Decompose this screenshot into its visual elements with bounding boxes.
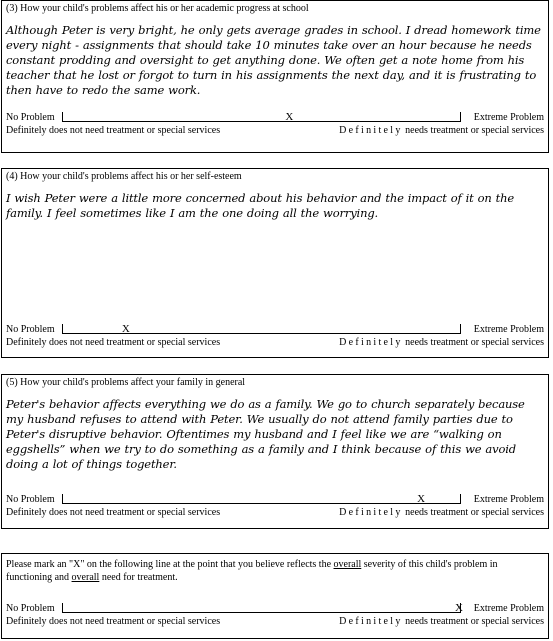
no-treatment-label: Definitely does not need treatment or special services bbox=[6, 337, 221, 348]
rating-mark: X bbox=[121, 323, 130, 335]
scale-end-tick bbox=[460, 112, 461, 122]
scale-end-tick bbox=[460, 324, 461, 334]
rating-line[interactable] bbox=[62, 503, 461, 504]
instructions-text-1: Please mark an "X" on the following line at the point that you believe reflects the bbox=[6, 559, 334, 570]
question-3-answer: Although Peter is very bright, he only gets average grades in school. I dread homework time every night - assignments that should take 10 minutes take over an hour because he needs constant prodding and oversight to get anything done. We often get a note home from his teacher that he lost or forgot to turn in his assignments the next day, and it is frustrating to then have to redo the same work. bbox=[6, 23, 541, 97]
question-3-section bbox=[1, 0, 549, 153]
instructions-text-2: severity of this child's problem in functioning and bbox=[6, 559, 498, 583]
needs-treatment-text: needs treatment or special services bbox=[402, 507, 544, 518]
overall-underlined-2: overall bbox=[71, 572, 100, 583]
no-problem-label: No Problem bbox=[6, 324, 55, 335]
needs-treatment-label bbox=[339, 507, 544, 518]
definitely-word: Definitely bbox=[339, 616, 403, 627]
needs-treatment-text: needs treatment or special services bbox=[402, 125, 544, 136]
question-4-title: (4) How your child's problems affect his or her self-esteem bbox=[6, 171, 242, 182]
rating-line[interactable] bbox=[62, 121, 461, 122]
rating-mark: X bbox=[285, 111, 294, 123]
question-3-title: (3) How your child's problems affect his or her academic progress at school bbox=[6, 3, 309, 14]
instructions-text-3: need for treatment. bbox=[99, 572, 178, 583]
question-5-title: (5) How your child's problems affect your family in general bbox=[6, 377, 246, 388]
definitely-word: Definitely bbox=[339, 507, 403, 518]
overall-instructions bbox=[6, 558, 544, 584]
rating-line[interactable] bbox=[62, 612, 461, 613]
needs-treatment-text: needs treatment or special services bbox=[402, 616, 544, 627]
overall-rating-scale bbox=[2, 603, 548, 633]
no-treatment-label: Definitely does not need treatment or special services bbox=[6, 507, 221, 518]
rating-mark: X bbox=[455, 602, 463, 614]
extreme-problem-label: Extreme Problem bbox=[473, 324, 544, 335]
overall-underlined-1: overall bbox=[333, 559, 362, 570]
no-problem-label: No Problem bbox=[6, 494, 55, 505]
no-treatment-label: Definitely does not need treatment or special services bbox=[6, 616, 221, 627]
definitely-word: Definitely bbox=[339, 125, 403, 136]
question-5-section bbox=[1, 374, 549, 529]
no-treatment-label: Definitely does not need treatment or special services bbox=[6, 125, 221, 136]
question-4-answer: I wish Peter were a little more concerned about his behavior and the impact of it on the family. I feel sometimes like I am the one doing all the worrying. bbox=[6, 191, 515, 220]
no-problem-label: No Problem bbox=[6, 112, 55, 123]
needs-treatment-label bbox=[339, 337, 544, 348]
extreme-problem-label: Extreme Problem bbox=[473, 494, 544, 505]
extreme-problem-label: Extreme Problem bbox=[473, 603, 544, 614]
scale-end-tick bbox=[460, 494, 461, 504]
needs-treatment-label bbox=[339, 125, 544, 136]
no-problem-label: No Problem bbox=[6, 603, 55, 614]
question-5-rating-scale bbox=[2, 494, 548, 524]
question-4-section bbox=[1, 168, 549, 358]
needs-treatment-text: needs treatment or special services bbox=[402, 337, 544, 348]
question-5-answer: Peter's behavior affects everything we do as a family. We go to church separately because my husband refuses to attend with Peter. We usually do not attend family parties due to Peter's disruptive behavior. Oftentimes my husband and I feel like we are “walking on eggshells” when we try to do something as a family and I think because of this we avoid doing a lot of things together. bbox=[6, 397, 525, 471]
overall-severity-section bbox=[1, 553, 549, 639]
needs-treatment-label bbox=[339, 616, 544, 627]
rating-mark: X bbox=[417, 493, 426, 505]
question-3-rating-scale bbox=[2, 112, 548, 142]
definitely-word: Definitely bbox=[339, 337, 403, 348]
question-4-rating-scale bbox=[2, 324, 548, 354]
extreme-problem-label: Extreme Problem bbox=[473, 112, 544, 123]
